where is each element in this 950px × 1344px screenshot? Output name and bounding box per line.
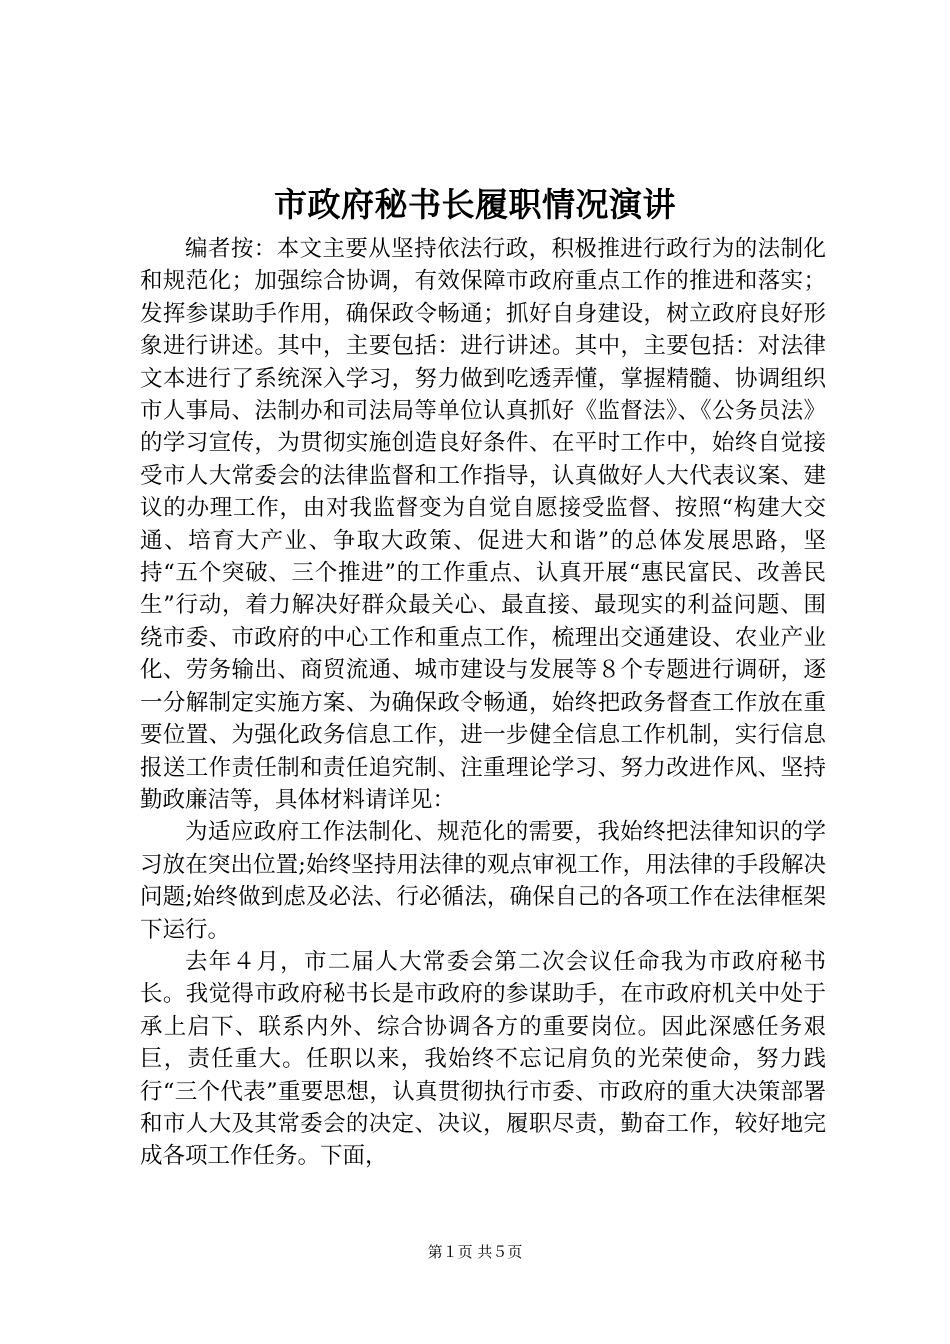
page-number-footer: 第１页 共５页 — [427, 1243, 523, 1261]
document-body — [140, 233, 826, 1173]
body-paragraph: 去年４月，市二届人大常委会第二次会议任命我为市政府秘书长。我觉得市政府秘书长是市政府的参谋助手，在市政府机关中处于承上启下、联系内外、综合协调各方的重要岗位。因此深感任务艰巨，责任重大。任职以来，我始终不忘记肩负的光荣使命，努力践行“三个代表”重要思想，认真贯彻执行市委、市政府的重大决策部署和市人大及其常委会的决定、决议，履职尽责，勤奋工作，较好地完成各项工作任务。下面， — [140, 948, 826, 1170]
body-paragraph: 为适应政府工作法制化、规范化的需要，我始终把法律知识的学习放在突出位置;始终坚持用法律的观点审视工作，用法律的手段解决问题;始终做到虑及必法、行必循法，确保自己的各项工作在法律框架下运行。 — [140, 819, 826, 943]
document-title: 市政府秘书长履职情况演讲 — [274, 185, 676, 224]
editor-note-paragraph: 编者按：本文主要从坚持依法行政，积极推进行政行为的法制化和规范化；加强综合协调，有效保障市政府重点工作的推进和落实；发挥参谋助手作用，确保政令畅通；抓好自身建设，树立政府良好形象进行讲述。其中，主要包括：进行讲述。其中，主要包括：对法律文本进行了系统深入学习，努力做到吃透弄懂，掌握精髓、协调组织市人事局、法制办和司法局等单位认真抓好《监督法》、《公务员法》的学习宣传，为贯彻实施创造良好条件、在平时工作中，始终自觉接受市人大常委会的法律监督和工作指导，认真做好人大代表议案、建议的办理工作，由对我监督变为自觉自愿接受监督、按照“构建大交通、培育大产业、争取大政策、促进大和谐”的总体发展思路，坚持“五个突破、三个推进”的工作重点、认真开展“惠民富民、改善民生”行动，着力解决好群众最关心、最直接、最现实的利益问题、围绕市委、市政府的中心工作和重点工作，梳理出交通建设、农业产业化、劳务输出、商贸流通、城市建设与发展等８个专题进行调研，逐一分解制定实施方案、为确保政令畅通，始终把政务督查工作放在重要位置、为强化政务信息工作，进一步健全信息工作机制，实行信息报送工作责任制和责任追究制、注重理论学习、努力改进作风、坚持勤政廉洁等，具体材料请详见： — [140, 236, 826, 813]
